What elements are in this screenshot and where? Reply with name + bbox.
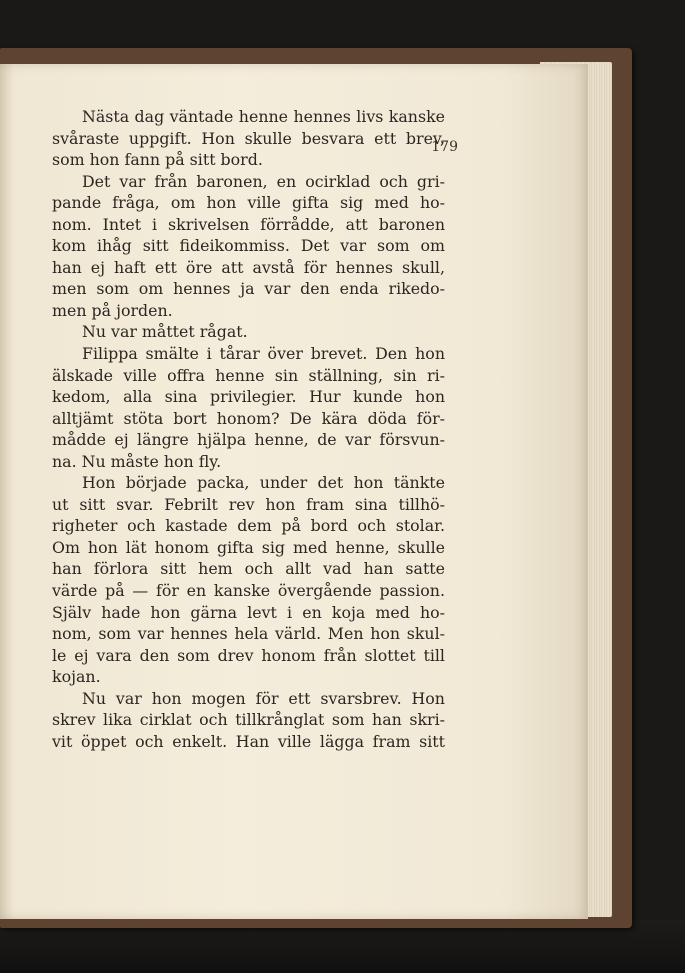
- text-line: svåraste uppgift. Hon skulle besvara ett brev,: [52, 128, 445, 148]
- text-line: kojan.: [52, 667, 101, 687]
- text-line: mådde ej längre hjälpa henne, de var försvun-: [52, 430, 445, 450]
- text-line: men som om hennes ja var den enda rikedo-: [52, 279, 445, 299]
- text-line: Hon började packa, under det hon tänkte: [82, 473, 445, 493]
- text-line: righeter och kastade dem på bord och stolar.: [52, 516, 445, 536]
- text-line: han förlora sitt hem och allt vad han satte: [52, 559, 445, 579]
- text-line: pande fråga, om hon ville gifta sig med ho-: [52, 193, 445, 213]
- text-line: Nästa dag väntade henne hennes livs kanske: [82, 107, 445, 126]
- text-line: skrev lika cirklat och tillkrånglat som han skri-: [52, 710, 445, 730]
- text-line: vit öppet och enkelt. Han ville lägga fram sitt: [52, 731, 445, 751]
- text-line: värde på — för en kanske övergående passion.: [52, 581, 445, 601]
- text-line: alltjämt stöta bort honom? De kära döda för-: [52, 408, 445, 428]
- text-line: som hon fann på sitt bord.: [52, 150, 263, 170]
- text-line: men på jorden.: [52, 300, 173, 320]
- text-line: Om hon lät honom gifta sig med henne, skulle: [52, 537, 445, 557]
- text-line: Filippa smälte i tårar över brevet. Den hon: [82, 344, 445, 364]
- text-line: han ej haft ett öre att avstå för hennes skull,: [52, 257, 445, 277]
- body-text: [52, 106, 445, 752]
- text-line: Nu var hon mogen för ett svarsbrev. Hon: [82, 688, 445, 708]
- text-line: Själv hade hon gärna levt i en koja med ho-: [52, 602, 445, 622]
- text-line: Det var från baronen, en ocirklad och gri-: [82, 171, 445, 191]
- text-line: nom, som var hennes hela värld. Men hon skul-: [52, 624, 445, 644]
- text-line: ut sitt svar. Febrilt rev hon fram sina tillhö-: [52, 494, 445, 514]
- page-number: 179: [431, 139, 458, 155]
- gutter-shadow: [0, 64, 14, 919]
- text-line: Nu var måttet rågat.: [82, 322, 248, 342]
- text-line: kedom, alla sina privilegier. Hur kunde hon: [52, 387, 445, 407]
- text-line: le ej vara den som drev honom från slottet till: [52, 645, 445, 665]
- text-line: na. Nu måste hon fly.: [52, 451, 222, 471]
- text-line: nom. Intet i skrivelsen förrådde, att baronen: [52, 214, 445, 234]
- text-line: älskade ville offra henne sin ställning, sin ri-: [52, 365, 445, 385]
- text-line: kom ihåg sitt fideikommiss. Det var som om: [52, 236, 445, 256]
